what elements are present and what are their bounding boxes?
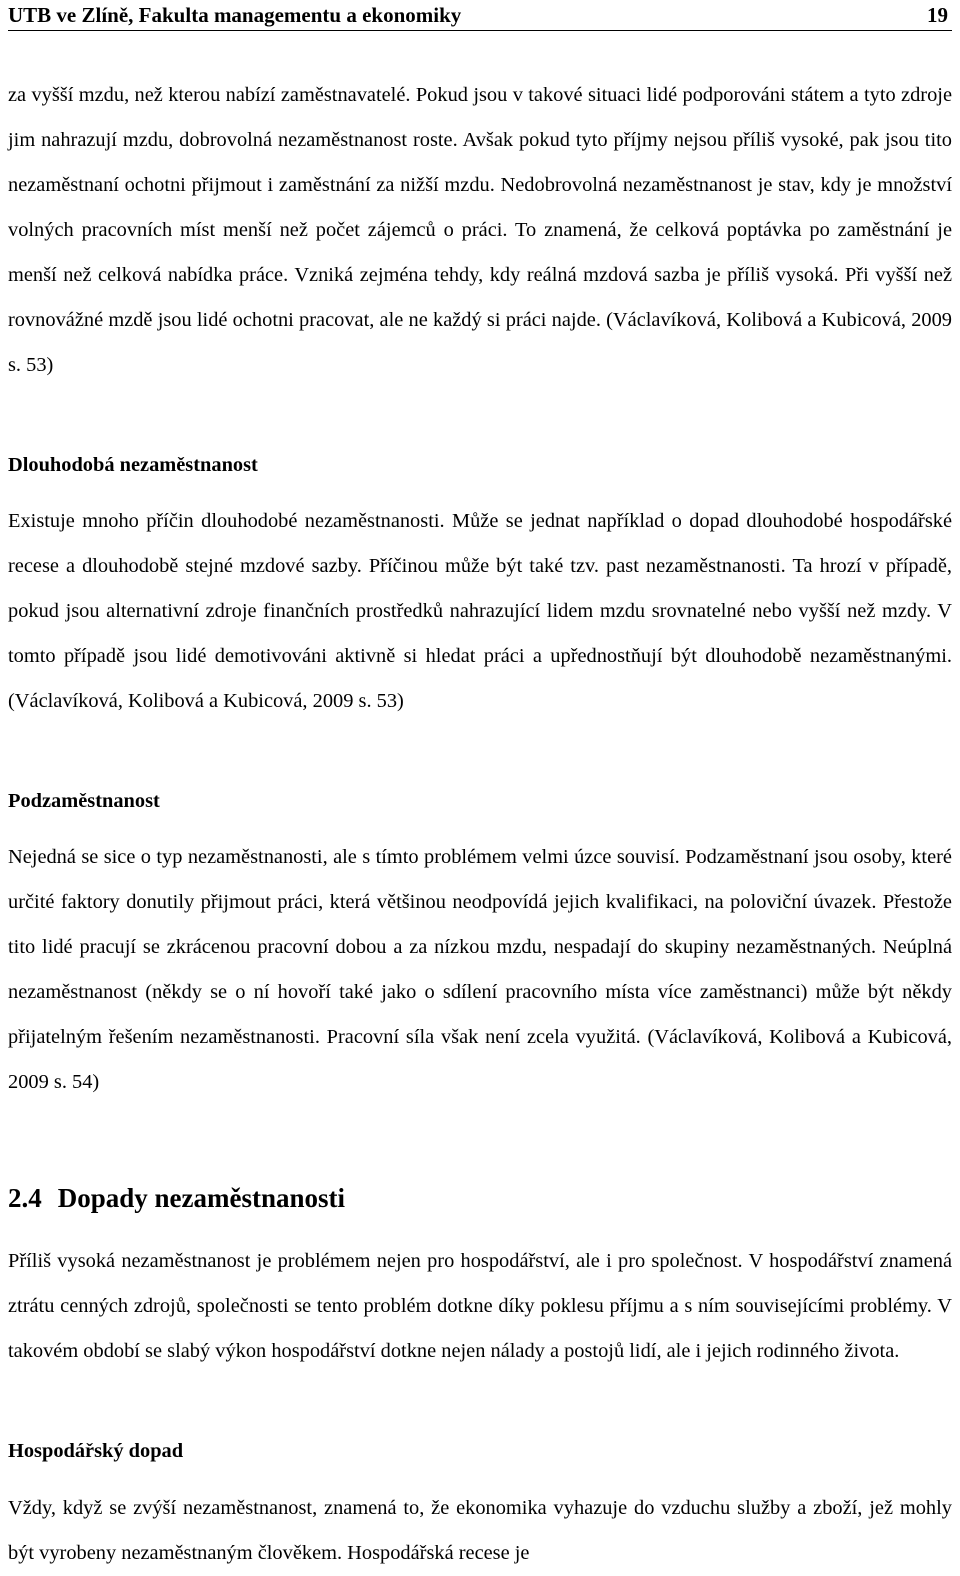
- paragraph-economic-impact: [8, 1486, 952, 1576]
- paragraph-text: za vyšší mzdu, než kterou nabízí zaměstnavatelé. Pokud jsou v takové situaci lidé podporováni státem a tyto zdroje jim nahrazují mzdu, dobrovolná nezaměstnanost roste. Avšak pokud tyto příjmy nejsou příliš vysoké, pak jsou tito nezaměstnaní ochotni přijmout i zaměstnání za nižší mzdu. Nedobrovolná nezaměstnanost je stav, kdy je množství volných pracovních míst menší než počet zájemců o práci. To znamená, že celková poptávka po zaměstnání je menší než celková nabídka práce. Vzniká zejména tehdy, kdy reálná mzdová sazba je příliš vysoká. Při vyšší než rovnovážné mzdě jsou lidé ochotni pracovat, ale ne každý si práci najde. (Václavíková, Kolibová a Kubicová, 2009 s. 53): [8, 84, 952, 376]
- paragraph-voluntary-unemployment: [8, 73, 952, 388]
- page-header: [8, 0, 952, 31]
- paragraph-impacts: [8, 1239, 952, 1374]
- heading-long-term-unemployment: Dlouhodobá nezaměstnanost: [8, 454, 258, 476]
- heading-underemployment: Podzaměstnanost: [8, 790, 160, 812]
- page-number: 19: [927, 2, 948, 27]
- paragraph-long-term-unemployment: [8, 499, 952, 724]
- paragraph-text: Existuje mnoho příčin dlouhodobé nezaměstnanosti. Může se jednat například o dopad dlouhodobé hospodářské recese a dlouhodobě stejné mzdové sazby. Příčinou může být také tzv. past nezaměstnanosti. Ta hrozí v případě, pokud jsou alternativní zdroje finančních prostředků nahrazující lidem mzdu srovnatelné nebo vyšší než mzdy. V tomto případě jsou lidé demotivováni aktivně si hledat práci a upřednostňují být dlouhodobě nezaměstnanými. (Václavíková, Kolibová a Kubicová, 2009 s. 53): [8, 510, 952, 712]
- paragraph-text: Vždy, když se zvýší nezaměstnanost, znamená to, že ekonomika vyhazuje do vzduchu služby a zboží, jež mohly být vyrobeny nezaměstnaným člověkem. Hospodářská recese je: [8, 1497, 952, 1564]
- section-title: Dopady nezaměstnanosti: [57, 1183, 346, 1213]
- section-heading: [8, 1180, 345, 1216]
- paragraph-underemployment: [8, 835, 952, 1105]
- paragraph-text: Nejedná se sice o typ nezaměstnanosti, ale s tímto problémem velmi úzce souvisí. Podzaměstnaní jsou osoby, které určité faktory donutily přijmout práci, která většinou neodpovídá jejich kvalifikaci, na poloviční úvazek. Přestože tito lidé pracují se zkrácenou pracovní dobou a za nízkou mzdu, nespadají do skupiny nezaměstnaných. Neúplná nezaměstnanost (někdy se o ní hovoří také jako o sdílení pracovního místa více zaměstnanci) může být někdy přijatelným řešením nezaměstnanosti. Pracovní síla však není zcela využitá. (Václavíková, Kolibová a Kubicová, 2009 s. 54): [8, 846, 952, 1093]
- paragraph-text: Příliš vysoká nezaměstnanost je problémem nejen pro hospodářství, ale i pro společnost. V hospodářství znamená ztrátu cenných zdrojů, společnosti se tento problém dotkne díky poklesu příjmu a s ním souvisejícími problémy. V takovém období se slabý výkon hospodářství dotkne nejen nálady a postojů lidí, ale i jejich rodinného života.: [8, 1250, 952, 1362]
- section-number: 2.4: [8, 1183, 42, 1213]
- header-title: UTB ve Zlíně, Fakulta managementu a ekonomiky: [8, 2, 462, 27]
- heading-economic-impact: Hospodářský dopad: [8, 1440, 184, 1462]
